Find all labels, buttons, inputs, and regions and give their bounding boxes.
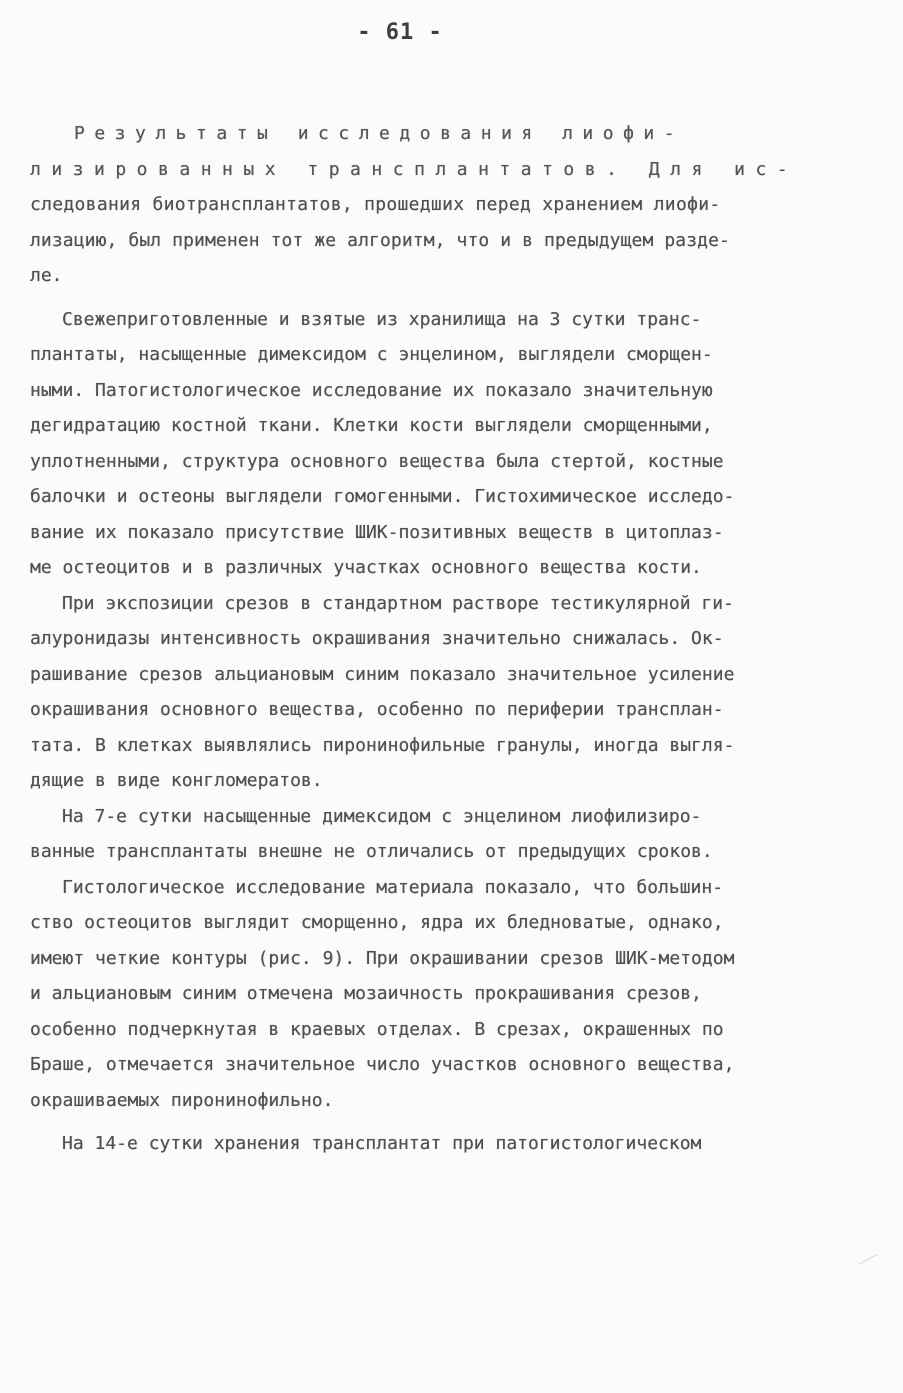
text-line: дящие в виде конгломератов. bbox=[30, 770, 323, 791]
text-line: тата. В клетках выявлялись пиронинофильные гранулы, иногда выгля- bbox=[30, 734, 735, 756]
paragraph-gap bbox=[30, 294, 876, 302]
text-line: На 14-е сутки хранения трансплантат при патогистологическом bbox=[62, 1133, 702, 1154]
text-line: дегидратацию костной ткани. Клетки кости выглядели сморщенными, bbox=[30, 415, 713, 436]
text-line: рашивание срезов альциановым синим показало значительное усиление bbox=[30, 663, 735, 685]
text-line: балочки и остеоны выглядели гомогенными. Гистохимическое исследо- bbox=[30, 486, 735, 507]
text-line: особенно подчеркнутая в краевых отделах. В срезах, окрашенных по bbox=[30, 1018, 724, 1040]
text-line: лизацию, был применен тот же алгоритм, что и в предыдущем разде- bbox=[30, 229, 730, 251]
page-number: - 61 - bbox=[357, 20, 443, 45]
text-line: алуронидазы интенсивность окрашивания значительно снижалась. Ок- bbox=[30, 628, 724, 649]
text-line: Гистологическое исследование материала показало, что большин- bbox=[62, 876, 724, 898]
text-line: следования биотрансплантатов, прошедших перед хранением лиофи- bbox=[30, 194, 721, 215]
text-line: вание их показало присутствие ШИК-позитивных веществ в цитоплаз- bbox=[30, 521, 724, 543]
text-line: ными. Патогистологическое исследование их показало значительную bbox=[30, 379, 713, 401]
text-line: ство остеоцитов выглядит сморщенно, ядра их бледноватые, однако, bbox=[30, 912, 724, 933]
document-body bbox=[30, 116, 876, 1162]
text-line: При экспозиции срезов в стандартном растворе тестикулярной ги- bbox=[62, 592, 734, 614]
text-line: ме остеоцитов и в различных участках основного вещества кости. bbox=[30, 557, 702, 578]
text-line: Браше, отмечается значительное число участков основного вещества, bbox=[30, 1054, 735, 1075]
text-line: Результаты исследования лиофи- bbox=[74, 123, 685, 144]
text-line: окрашиваемых пиронинофильно. bbox=[30, 1089, 334, 1111]
text-line: плантаты, насыщенные димексидом с энцелином, выглядели сморщен- bbox=[30, 344, 713, 365]
text-line: лизированных трансплантатов. Для ис- bbox=[30, 158, 799, 180]
paragraph-gap bbox=[30, 1118, 876, 1126]
text-line: ле. bbox=[30, 265, 63, 286]
scan-mark bbox=[860, 1254, 883, 1273]
text-line: ванные трансплантаты внешне не отличались от предыдущих сроков. bbox=[30, 841, 713, 862]
text-line: и альциановым синим отмечена мозаичность прокрашивания срезов, bbox=[30, 983, 702, 1004]
text-line: На 7-е сутки насыщенные димексидом с энцелином лиофилизиро- bbox=[62, 805, 702, 827]
text-line: Свежеприготовленные и взятые из хранилища на 3 сутки транс- bbox=[62, 308, 702, 330]
text-line: уплотненными, структура основного вещества была стертой, костные bbox=[30, 450, 724, 472]
text-line: имеют четкие контуры (рис. 9). При окрашивании срезов ШИК-методом bbox=[30, 947, 735, 969]
text-line: окрашивания основного вещества, особенно по периферии трансплан- bbox=[30, 699, 724, 720]
